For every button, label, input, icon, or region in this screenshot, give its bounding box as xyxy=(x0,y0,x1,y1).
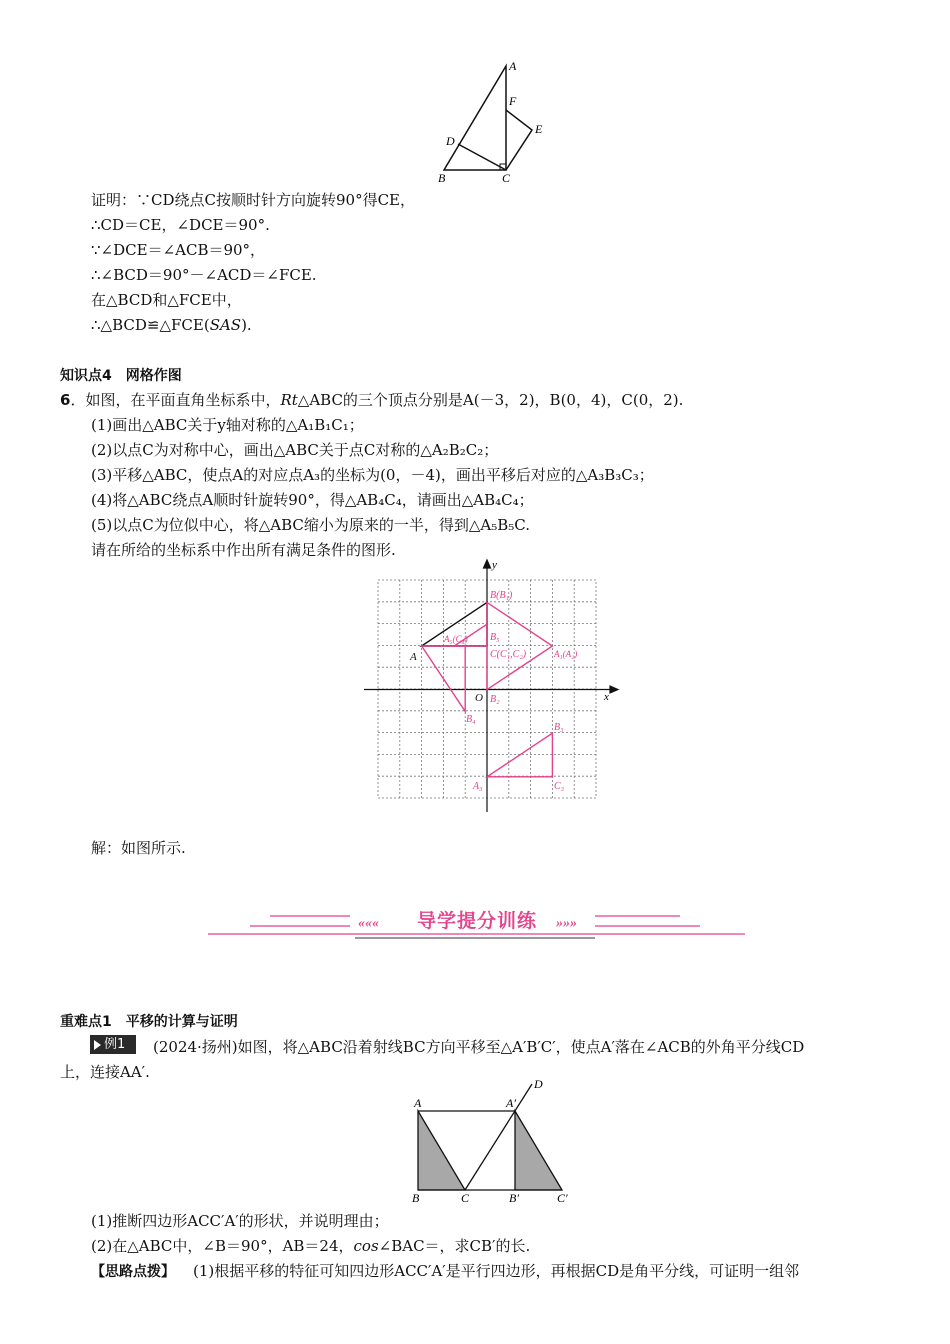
example-1-question-1: (1)推断四边形ACC′A′的形状，并说明理由； xyxy=(91,1212,389,1230)
segment-ce-ef xyxy=(506,110,532,170)
origin-label: O xyxy=(475,692,483,704)
label-f: F xyxy=(509,94,517,108)
question-6-part-3: (3)平移△ABC，使点A的对应点A₃的坐标为(0，－4)，画出平移后对应的△A₃B₃C₃； xyxy=(91,466,654,484)
key-point-title: 重难点1 平移的计算与证明 xyxy=(60,1014,238,1030)
example-1-line-2: 上，连接AA′. xyxy=(60,1063,150,1081)
section-title: 知识点4 网格作图 xyxy=(60,368,182,384)
proof-line-5: 在△BCD和△FCE中， xyxy=(91,291,242,309)
question-6-part-4: (4)将△ABC绕点A顺时针旋转90°，得△AB₄C₄，请画出△AB₄C₄； xyxy=(91,491,534,509)
label-a3: A₃ xyxy=(473,781,483,792)
label-b: B xyxy=(412,1191,420,1205)
proof-line-3: ∵∠DCE＝∠ACB＝90°， xyxy=(91,241,266,259)
label-a5-c4: A₅(C₄) xyxy=(444,634,468,644)
proof-line-1: 证明：∵CD绕点C按顺时针方向旋转90°得CE， xyxy=(91,191,415,209)
label-c: C xyxy=(502,171,511,185)
label-a1-a2: A₁(A₂) xyxy=(554,649,578,659)
proof-line-4: ∴∠BCD＝90°－∠ACD＝∠FCE. xyxy=(91,266,317,284)
triangle-a2b2c2 xyxy=(487,602,552,689)
question-6-part-2: (2)以点C为对称中心，画出△ABC关于点C对称的△A₂B₂C₂； xyxy=(91,441,499,459)
hint-line: 【思路点拨】 (1)根据平移的特征可知四边形ACC′A′是平行四边形，再根据CD是角平分线，可证明一组邻 xyxy=(91,1262,800,1280)
banner-title: 导学提分训练 xyxy=(416,910,537,932)
label-a-prime: A′ xyxy=(506,1096,516,1110)
example-1-question-2: (2)在△ABC中，∠B＝90°，AB＝24，cos∠BAC＝，求CB′的长. xyxy=(91,1237,531,1255)
label-c: C xyxy=(461,1191,470,1205)
triangle-a3b3c3 xyxy=(487,733,552,777)
x-axis-label: x xyxy=(604,691,609,703)
question-6-instruction: 请在所给的坐标系中作出所有满足条件的图形. xyxy=(91,541,396,559)
label-b-b1: B(B₁) xyxy=(490,590,513,601)
segment-cd xyxy=(458,144,506,170)
x-axis-arrow xyxy=(610,686,618,693)
label-b: B xyxy=(438,171,446,185)
triangle-abc-shaded xyxy=(418,1111,465,1190)
triangle-abc xyxy=(444,66,506,170)
label-b4: B₄ xyxy=(466,714,476,725)
label-e: E xyxy=(535,122,543,136)
question-6-stem: 6．如图，在平面直角坐标系中，Rt△ABC的三个顶点分别是A(－3，2)，B(0，4)，C(0，2). xyxy=(60,391,684,409)
coordinate-grid-figure xyxy=(360,556,624,818)
label-b3: B₃ xyxy=(554,722,564,733)
translation-figure xyxy=(405,1076,585,1206)
triangle-a2b2c2-shaded xyxy=(515,1111,562,1190)
y-axis-arrow xyxy=(484,560,491,568)
label-a: A xyxy=(414,1096,422,1110)
label-c-c1-c2: C(C₁,C₂) xyxy=(490,649,527,660)
label-c3: C₃ xyxy=(554,781,565,792)
banner-right-chevrons: »»» xyxy=(556,916,577,931)
y-axis-label: y xyxy=(492,559,497,571)
proof-line-6: ∴△BCD≌△FCE(SAS). xyxy=(91,316,252,334)
label-d: D xyxy=(534,1077,543,1091)
label-b5-upper: B₅ xyxy=(490,632,500,643)
question-6-part-5: (5)以点C为位似中心，将△ABC缩小为原来的一半，得到△A₅B₅C. xyxy=(91,516,531,534)
banner-left-chevrons: ««« xyxy=(358,916,379,931)
label-d: D xyxy=(446,134,455,148)
answer-text: 解：如图所示. xyxy=(91,839,186,857)
example-1-line-1: (2024·扬州)如图，将△ABC沿着射线BC方向平移至△A′B′C′，使点A′落在∠ACB的外角平分线CD xyxy=(153,1038,805,1056)
label-b-prime: B′ xyxy=(509,1191,519,1205)
label-a: A xyxy=(410,651,417,663)
label-b2: B₂ xyxy=(490,694,500,705)
label-c-prime: C′ xyxy=(557,1191,568,1205)
question-6-part-1: (1)画出△ABC关于y轴对称的△A₁B₁C₁； xyxy=(91,416,364,434)
proof-line-2: ∴CD＝CE，∠DCE＝90°. xyxy=(91,216,270,234)
example-badge: 例1 xyxy=(90,1035,136,1054)
label-a: A xyxy=(509,59,517,73)
rotation-figure xyxy=(430,58,560,186)
